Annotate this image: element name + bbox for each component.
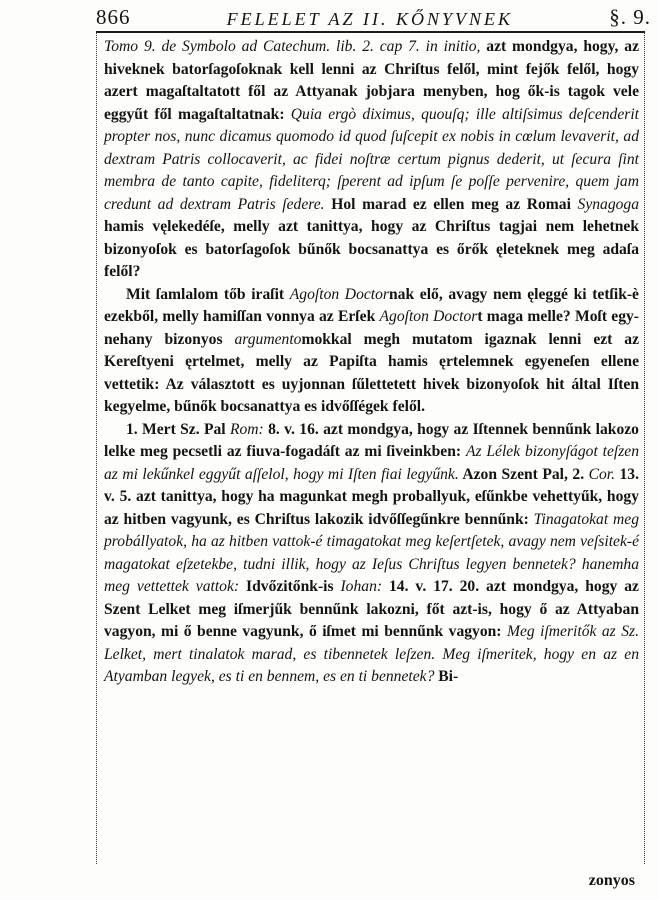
italic-text: argumento	[234, 330, 302, 348]
roman-text: Mit ſamlalom tőb iraſit	[126, 285, 290, 303]
italic-text: Meg iſmeritők az Sz. Lelket, mert tinalatok marad, es tibennetek leſzen. Meg iſmeritek, hogy en az en Atyamban legyek, es ti en bennem, es en ti bennetek?	[104, 623, 639, 685]
roman-text: Hol marad ez ellen meg az Romai	[324, 195, 578, 213]
italic-text: Cor.	[588, 465, 616, 483]
roman-text: hamis vęlekedéſe, melly azt tanittya, hogy az Chriſtus tagjai nem lehetnek bizonyoſok es batorſagoſok bűnők bocsanattyа es őrők ęleteknek meg adaſa felől?	[104, 218, 639, 280]
roman-text: 8. v. 16. azt mondgya, hogy az Iſtennek bennűnk lakozo lelke meg pecsetli az fiuva-fogadáſt az mi ſiveinkben:	[104, 420, 639, 460]
paragraph	[104, 36, 639, 284]
roman-text: Azon Szent Pal, 2.	[458, 465, 589, 483]
paragraph	[104, 284, 639, 419]
italic-text: Synagoga	[577, 195, 640, 213]
running-head	[96, 2, 651, 30]
roman-text: mokkal megh mutatom igaznak lenni ezt az Kereſtyeni ęrtelmet, melly az Papiſta hamis ęrtelemnek egyeneſen ellene vettetik: Az választott es uyjonnan ſűlettetett hivek bizonyoſok hit által Iſten kegyelme, bűnők bocsanattya es idvőſſégek felől.	[104, 330, 640, 415]
roman-text: 13. v. 5. azt tanittya, hogy ha magunkat megh proballyuk, eſűnkbe vehettyűk, hogy az hitben vagyunk, es Chriſtus lakozik idvőſſegűnkre bennűnk:	[104, 465, 639, 528]
running-title: FELELET AZ II. KŐNYVNEK	[226, 9, 514, 29]
italic-text: Tinagatokat meg probállyatok, ha az hitben vattok-é timagatokat meg keſertſetek, avagy nem veſsitek-é magatokat eſzetekbe, tudni illik, hogy az Ieſus Chriſtus legyen bennetek? hanemha meg vettettek vattok:	[104, 510, 640, 595]
italic-text: Agoſton Doctor	[379, 308, 478, 325]
italic-text: Iohan:	[340, 578, 383, 595]
italic-text: Tomo 9. de Symbolo ad Catechum. lib. 2. cap 7. in initio,	[104, 38, 481, 55]
roman-text: azt mondgya, hogy, az hiveknek batorſagoſoknak kell lenni az Chriſtus felől, mint fejők felől, hogy azert magaſtaltatott fől az Attyanak jobjara menyben, hog ők-is tagok vele eggyűt fől magaſtaltatnak:	[104, 38, 639, 123]
italic-text: Quia ergò diximus, quouſq; ille altiſsimus deſcenderit propter nos, nunc dicamus quomodo id quod ſuſcepit ex nobis in cœlum levaverit, ad dextram Patris collocaverit, ac fidei noſtræ certum pignus dederit, ut ſecura ſint membra de tanto capite, fideliterq; ſperent ad ipſum ſe poſſe pervenire, quem jam credunt ad dextram Patris ſedere.	[104, 105, 640, 213]
paragraph	[104, 419, 639, 689]
catchword: zonyos	[588, 872, 635, 889]
italic-text: Az Lélek bizonyſágot teſzen az mi lekűnkel eggyűt aſſelol, hogy mi Iſten fiai legyűnk.	[104, 443, 640, 483]
roman-text: 1. Mert Sz. Pal	[126, 420, 230, 438]
roman-text: t maga melle? Moſt egy-nehany bizonyos	[104, 308, 639, 348]
roman-text: nak elő, avagy nem ęleggé ki tetſik-è ezekből, melly hamiſſan vonnya az Erſek	[104, 285, 639, 325]
roman-text: Idvőzitőnk-is	[239, 578, 341, 595]
page-number: 866	[96, 5, 131, 29]
roman-text: Bi-	[434, 668, 459, 685]
italic-text: Rom:	[229, 420, 264, 438]
roman-text: 14. v. 17. 20. azt mondgya, hogy az Szent Lelket meg iſmerjűk bennűnk lakozni, főt azt-is, hogy ő az Attyaban vagyon, mi ő benne vagyunk, ő iſmet mi bennűnk vagyon:	[104, 578, 639, 640]
section-mark: §. 9.	[609, 5, 651, 29]
body-text	[104, 36, 639, 689]
italic-text: Agoſton Doctor	[289, 285, 389, 303]
